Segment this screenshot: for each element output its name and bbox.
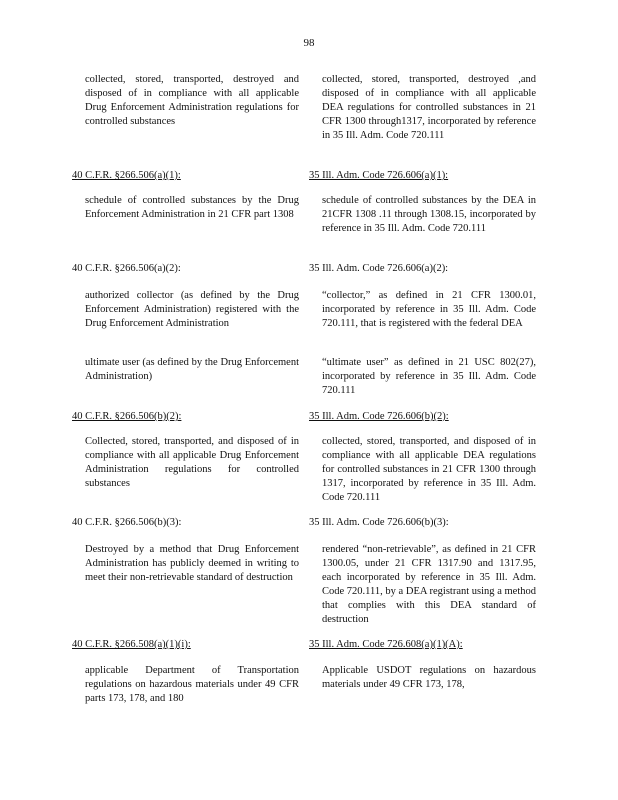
left-heading-2: 40 C.F.R. §266.506(a)(2): — [72, 263, 181, 274]
left-heading-5: 40 C.F.R. §266.506(b)(3): — [72, 517, 182, 528]
right-heading-2: 35 Ill. Adm. Code 726.606(a)(2): — [309, 263, 449, 274]
left-text-3: ultimate user (as defined by the Drug Enforcement Administration) — [85, 357, 299, 382]
right-heading-4: 35 Ill. Adm. Code 726.606(b)(2): — [309, 411, 449, 422]
left-text-4: Collected, stored, transported, and disposed of in compliance with all applicable Drug Enforcement Administration regulations for controlled substances — [85, 436, 299, 489]
right-text-1: schedule of controlled substances by the DEA in 21CFR 1308 .11 through 1308.15, incorporated by reference in 35 Ill. Adm. Code 720.111 — [322, 195, 536, 234]
right-heading-6: 35 Ill. Adm. Code 726.608(a)(1)(A): — [309, 639, 463, 650]
left-text-1: schedule of controlled substances by the Drug Enforcement Administration in 21 CFR part 1308 — [85, 195, 299, 220]
left-text-6: applicable Department of Transportation regulations on hazardous materials under 49 CFR parts 173, 178, and 180 — [85, 665, 299, 704]
left-heading-4: 40 C.F.R. §266.506(b)(2): — [72, 411, 182, 422]
right-text-6: Applicable USDOT regulations on hazardous materials under 49 CFR 173, 178, — [322, 665, 536, 690]
right-text-3: “ultimate user” as defined in 21 USC 802(27), incorporated by reference in 35 Ill. Adm. Code 720.111 — [322, 357, 536, 396]
right-text-4: collected, stored, transported, and disposed of in compliance with all applicable DEA regulations for controlled substances in 21 CFR 1300 through 1317, incorporated by reference in 35 Ill. Adm. Code 720.111 — [322, 436, 536, 503]
left-text-2: authorized collector (as defined by the Drug Enforcement Administration) registered with the Drug Enforcement Administration — [85, 290, 299, 329]
right-text-2: “collector,” as defined in 21 CFR 1300.01, incorporated by reference in 35 Ill. Adm. Code 720.111, that is registered with the federal DEA — [322, 290, 536, 329]
right-text-5: rendered “non-retrievable”, as defined in 21 CFR 1300.05, under 21 CFR 1317.90 and 1317.95, each incorporated by reference in 35 Ill. Adm. Code 720.111, by a DEA registrant using a method that complies with this DEA standard of destruction — [322, 544, 536, 625]
right-text-0: collected, stored, transported, destroyed ,and disposed of in compliance with all applicable DEA regulations for controlled substances in 21 CFR 1300 through1317, incorporated by reference in 35 Ill. Adm. Code 720.111 — [322, 74, 536, 141]
left-heading-1: 40 C.F.R. §266.506(a)(1): — [72, 170, 181, 181]
left-text-5: Destroyed by a method that Drug Enforcement Administration has publicly deemed in writing to meet their non-retrievable standard of destruction — [85, 544, 299, 583]
right-heading-1: 35 Ill. Adm. Code 726.606(a)(1): — [309, 170, 449, 181]
left-text-0: collected, stored, transported, destroyed and disposed of in compliance with all applicable Drug Enforcement Administration regulations for controlled substances — [85, 74, 299, 127]
page-number: 98 — [303, 37, 315, 49]
right-heading-5: 35 Ill. Adm. Code 726.606(b)(3): — [309, 517, 449, 528]
left-heading-6: 40 C.F.R. §266.508(a)(1)(i): — [72, 639, 191, 650]
